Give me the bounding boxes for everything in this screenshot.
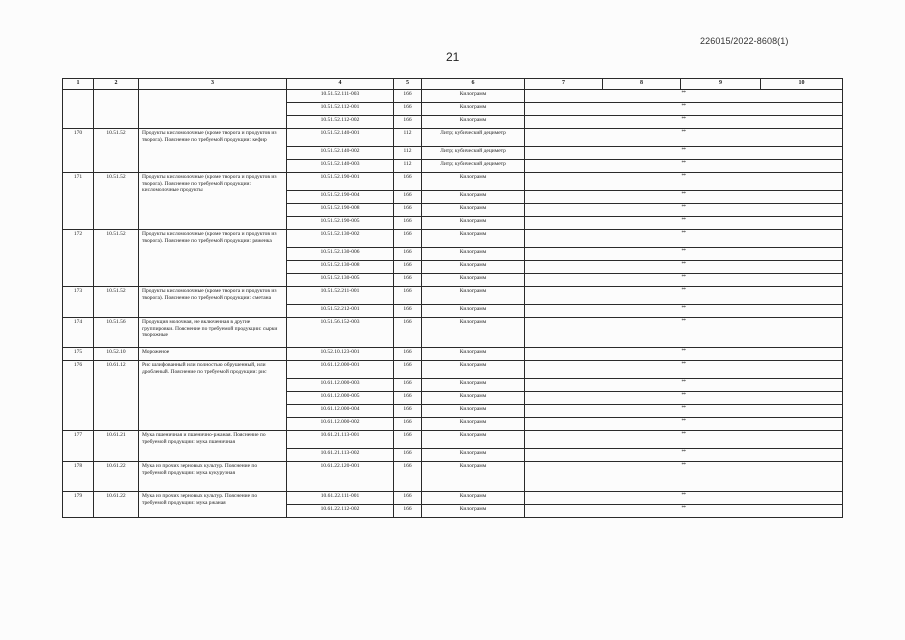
ktru-code: 10.61.22.120-001 [287, 462, 394, 492]
value-marker: ** [525, 90, 843, 103]
row-number: 177 [63, 431, 94, 462]
unit-name: Килограмм [422, 90, 525, 103]
unit-code: 166 [394, 431, 422, 449]
table-row [63, 431, 843, 449]
value-marker: ** [525, 103, 843, 116]
unit-code: 166 [394, 462, 422, 492]
ktru-code: 10.51.52.140-002 [287, 147, 394, 160]
ktru-code: 10.51.56.152-003 [287, 318, 394, 348]
row-number: 171 [63, 173, 94, 230]
unit-code: 112 [394, 160, 422, 173]
unit-name: Килограмм [422, 348, 525, 361]
ktru-code: 10.61.22.112-002 [287, 505, 394, 518]
unit-name: Килограмм [422, 431, 525, 449]
value-marker: ** [525, 305, 843, 318]
unit-name: Килограмм [422, 217, 525, 230]
unit-code: 112 [394, 147, 422, 160]
value-marker: ** [525, 116, 843, 129]
row-number: 175 [63, 348, 94, 361]
unit-code: 166 [394, 274, 422, 287]
table-row [63, 173, 843, 191]
row-number: 174 [63, 318, 94, 348]
value-marker: ** [525, 160, 843, 173]
value-marker: ** [525, 449, 843, 462]
value-marker: ** [525, 348, 843, 361]
ktru-code: 10.51.52.190-004 [287, 191, 394, 204]
product-description: Мука из прочих зерновых культур. Пояснение по требуемой продукции: мука ржаная [139, 492, 287, 518]
unit-code: 166 [394, 230, 422, 248]
unit-code: 166 [394, 287, 422, 305]
value-marker: ** [525, 147, 843, 160]
value-marker: ** [525, 248, 843, 261]
value-marker: ** [525, 505, 843, 518]
value-marker: ** [525, 230, 843, 248]
value-marker: ** [525, 418, 843, 431]
unit-name: Литр; кубический дециметр [422, 160, 525, 173]
product-description: Мука из прочих зерновых культур. Пояснение по требуемой продукции: мука кукурузная [139, 462, 287, 492]
ktru-code: 10.51.52.211-001 [287, 287, 394, 305]
row-number: 170 [63, 129, 94, 173]
product-description: Продукты кисломолочные (кроме творога и продуктов из творога). Пояснение по требуемой продукции: сметана [139, 287, 287, 318]
unit-name: Килограмм [422, 173, 525, 191]
ktru-code: 10.51.52.130-002 [287, 230, 394, 248]
column-header-row [63, 79, 843, 90]
unit-name: Килограмм [422, 379, 525, 392]
ktru-code: 10.51.52.190-005 [287, 217, 394, 230]
okpd-code: 10.52.10 [94, 348, 139, 361]
ktru-code: 10.61.21.113-002 [287, 449, 394, 462]
table-row [63, 492, 843, 505]
unit-code: 166 [394, 261, 422, 274]
product-description: Продукция молочная, не включенная в другие группировки. Пояснение по требуемой продукции: сырки творожные [139, 318, 287, 348]
product-description: Продукты кисломолочные (кроме творога и продуктов из творога). Пояснение по требуемой продукции: кисломолочные продукты [139, 173, 287, 230]
okpd-code [94, 90, 139, 129]
ktru-code: 10.51.52.140-003 [287, 160, 394, 173]
column-header: 6 [422, 79, 525, 90]
ktru-code: 10.51.52.112-002 [287, 116, 394, 129]
unit-name: Килограмм [422, 287, 525, 305]
ktru-code: 10.51.52.130-006 [287, 248, 394, 261]
value-marker: ** [525, 318, 843, 348]
product-description: Продукты кисломолочные (кроме творога и продуктов из творога). Пояснение по требуемой продукции: кефир [139, 129, 287, 173]
unit-name: Килограмм [422, 274, 525, 287]
product-description [139, 90, 287, 129]
unit-name: Килограмм [422, 449, 525, 462]
ktru-code: 10.61.12.000-004 [287, 405, 394, 418]
value-marker: ** [525, 431, 843, 449]
row-number: 176 [63, 361, 94, 431]
unit-code: 166 [394, 405, 422, 418]
unit-name: Килограмм [422, 505, 525, 518]
unit-name: Килограмм [422, 248, 525, 261]
table-row [63, 462, 843, 492]
unit-name: Килограмм [422, 462, 525, 492]
column-header: 4 [287, 79, 394, 90]
unit-code: 112 [394, 129, 422, 147]
row-number: 173 [63, 287, 94, 318]
value-marker: ** [525, 287, 843, 305]
okpd-code: 10.61.22 [94, 492, 139, 518]
row-number: 178 [63, 462, 94, 492]
row-number: 172 [63, 230, 94, 287]
unit-name: Килограмм [422, 204, 525, 217]
ktru-code: 10.51.52.140-001 [287, 129, 394, 147]
value-marker: ** [525, 274, 843, 287]
ktru-code: 10.51.52.190-001 [287, 173, 394, 191]
column-header: 1 [63, 79, 94, 90]
page-number: 21 [446, 50, 460, 64]
column-header: 8 [603, 79, 681, 90]
unit-code: 166 [394, 379, 422, 392]
unit-code: 166 [394, 505, 422, 518]
ktru-code: 10.51.52.212-001 [287, 305, 394, 318]
value-marker: ** [525, 392, 843, 405]
okpd-code: 10.51.52 [94, 173, 139, 230]
value-marker: ** [525, 405, 843, 418]
ktru-code: 10.61.22.111-001 [287, 492, 394, 505]
value-marker: ** [525, 217, 843, 230]
value-marker: ** [525, 361, 843, 379]
data-table [62, 78, 843, 518]
ktru-code: 10.51.52.130-008 [287, 261, 394, 274]
unit-name: Килограмм [422, 405, 525, 418]
document-id: 226015/2022-8608(1) [700, 36, 789, 46]
column-header: 5 [394, 79, 422, 90]
okpd-code: 10.51.56 [94, 318, 139, 348]
unit-code: 166 [394, 361, 422, 379]
ktru-code: 10.51.52.112-001 [287, 103, 394, 116]
product-description: Продукты кисломолочные (кроме творога и продуктов из творога). Пояснение по требуемой продукции: ряженка [139, 230, 287, 287]
unit-name: Килограмм [422, 318, 525, 348]
column-header: 2 [94, 79, 139, 90]
value-marker: ** [525, 129, 843, 147]
unit-code: 166 [394, 217, 422, 230]
product-description: Мука пшеничная и пшенично-ржаная. Пояснение по требуемой продукции: мука пшеничная [139, 431, 287, 462]
okpd-code: 10.61.21 [94, 431, 139, 462]
okpd-code: 10.51.52 [94, 230, 139, 287]
unit-code: 166 [394, 173, 422, 191]
unit-name: Килограмм [422, 261, 525, 274]
ktru-code: 10.51.52.190-008 [287, 204, 394, 217]
ktru-code: 10.61.12.000-003 [287, 379, 394, 392]
okpd-code: 10.51.52 [94, 287, 139, 318]
table-row [63, 318, 843, 348]
unit-name: Килограмм [422, 392, 525, 405]
ktru-code: 10.61.12.000-001 [287, 361, 394, 379]
product-description: Рис шлифованный или полностью обрушенный, или дробленый. Пояснение по требуемой продукции: рис [139, 361, 287, 431]
table-row [63, 129, 843, 147]
unit-name: Килограмм [422, 418, 525, 431]
table-row [63, 361, 843, 379]
unit-code: 166 [394, 449, 422, 462]
unit-code: 166 [394, 318, 422, 348]
okpd-code: 10.51.52 [94, 129, 139, 173]
value-marker: ** [525, 261, 843, 274]
value-marker: ** [525, 173, 843, 191]
unit-name: Килограмм [422, 305, 525, 318]
value-marker: ** [525, 492, 843, 505]
ktru-code: 10.61.12.000-005 [287, 392, 394, 405]
unit-name: Килограмм [422, 230, 525, 248]
ktru-code: 10.51.52.130-005 [287, 274, 394, 287]
unit-code: 166 [394, 392, 422, 405]
value-marker: ** [525, 191, 843, 204]
unit-code: 166 [394, 492, 422, 505]
unit-name: Килограмм [422, 492, 525, 505]
unit-code: 166 [394, 348, 422, 361]
value-marker: ** [525, 204, 843, 217]
product-description: Мороженое [139, 348, 287, 361]
unit-name: Килограмм [422, 116, 525, 129]
ktru-code: 10.61.12.000-002 [287, 418, 394, 431]
okpd-code: 10.61.22 [94, 462, 139, 492]
unit-code: 166 [394, 248, 422, 261]
table-row [63, 348, 843, 361]
unit-code: 166 [394, 305, 422, 318]
unit-name: Литр; кубический дециметр [422, 147, 525, 160]
column-header: 3 [139, 79, 287, 90]
row-number: 179 [63, 492, 94, 518]
unit-code: 166 [394, 191, 422, 204]
table-row [63, 230, 843, 248]
unit-code: 166 [394, 116, 422, 129]
column-header: 9 [681, 79, 761, 90]
unit-name: Килограмм [422, 191, 525, 204]
value-marker: ** [525, 379, 843, 392]
table-row [63, 287, 843, 305]
ktru-code: 10.61.21.113-001 [287, 431, 394, 449]
ktru-code: 10.52.10.123-001 [287, 348, 394, 361]
table-row [63, 90, 843, 103]
column-header: 10 [761, 79, 843, 90]
ktru-code: 10.51.52.111-003 [287, 90, 394, 103]
unit-code: 166 [394, 204, 422, 217]
unit-code: 166 [394, 418, 422, 431]
unit-name: Килограмм [422, 103, 525, 116]
unit-name: Литр; кубический дециметр [422, 129, 525, 147]
value-marker: ** [525, 462, 843, 492]
unit-code: 166 [394, 103, 422, 116]
unit-code: 166 [394, 90, 422, 103]
unit-name: Килограмм [422, 361, 525, 379]
row-number [63, 90, 94, 129]
okpd-code: 10.61.12 [94, 361, 139, 431]
column-header: 7 [525, 79, 603, 90]
